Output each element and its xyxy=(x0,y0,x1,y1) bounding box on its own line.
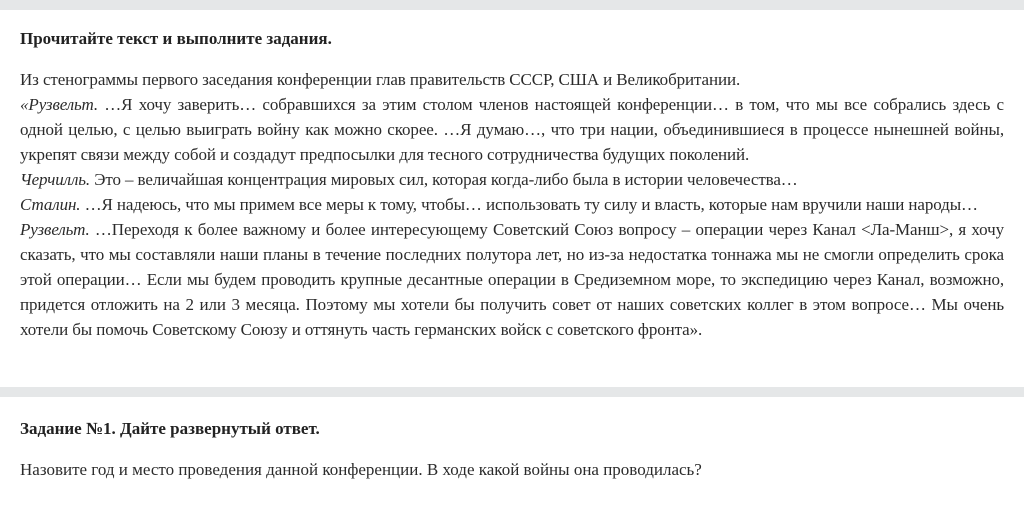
quote-paragraph-4 xyxy=(20,217,1004,342)
task-heading: Задание №1. Дайте развернутый ответ. xyxy=(20,419,320,438)
task-question: Назовите год и место проведения данной конференции. В ходе какой войны она проводилась? xyxy=(20,460,702,479)
top-band xyxy=(0,0,1024,10)
quote-open: « xyxy=(20,95,29,114)
quote-text-2: Это – величайшая концентрация мировых сил, которая когда-либо была в истории человечества… xyxy=(90,170,798,189)
source-text-section xyxy=(0,10,1024,387)
quote-paragraph-2 xyxy=(20,167,1004,192)
section-divider-band xyxy=(0,387,1024,397)
speaker-churchill: Черчилль. xyxy=(20,170,91,189)
task-section xyxy=(0,397,1024,516)
intro-line: Из стенограммы первого заседания конференции глав правительств СССР, США и Великобритании. xyxy=(20,70,741,89)
quote-paragraph-1 xyxy=(20,92,1004,167)
quote-text-4: …Переходя к более важному и более интересующему Советский Союз вопросу – операции через Канал <Ла-Манш>, я хочу сказать, что мы составляли наши планы в течение последних полутора лет, но из-за недостатка тоннажа мы не смогли определить срока этой операции… Если мы будем проводить крупные десантные операции в Средиземном море, то экспедицию через Канал, возможно, придется отложить на 2 или 3 месяца. Поэтому мы хотели бы получить совет от наших советских коллег в этом вопросе… Мы очень хотели бы помочь Советскому Союзу и оттянуть часть германских войск с советского фронта». xyxy=(20,220,1004,339)
quote-text-3: …Я надеюсь, что мы примем все меры к тому, чтобы… использовать ту силу и власть, которые нам вручили наши народы… xyxy=(80,195,978,214)
instruction-heading: Прочитайте текст и выполните задания. xyxy=(20,29,332,48)
speaker-roosevelt-2: Рузвельт. xyxy=(20,220,90,239)
quote-paragraph-3 xyxy=(20,192,1004,217)
speaker-stalin: Сталин. xyxy=(20,195,81,214)
quote-text-1: …Я хочу заверить… собравшихся за этим столом членов настоящей конференции… в том, что мы все собрались здесь с одной целью, с целью выиграть войну как можно скорее. …Я думаю…, что три нации, объединившиеся в процессе нынешней войны, укрепят связи между собой и создадут предпосылки для тесного сотрудничества будущих поколений. xyxy=(20,95,1004,164)
speaker-roosevelt-1: Рузвельт. xyxy=(28,95,99,114)
